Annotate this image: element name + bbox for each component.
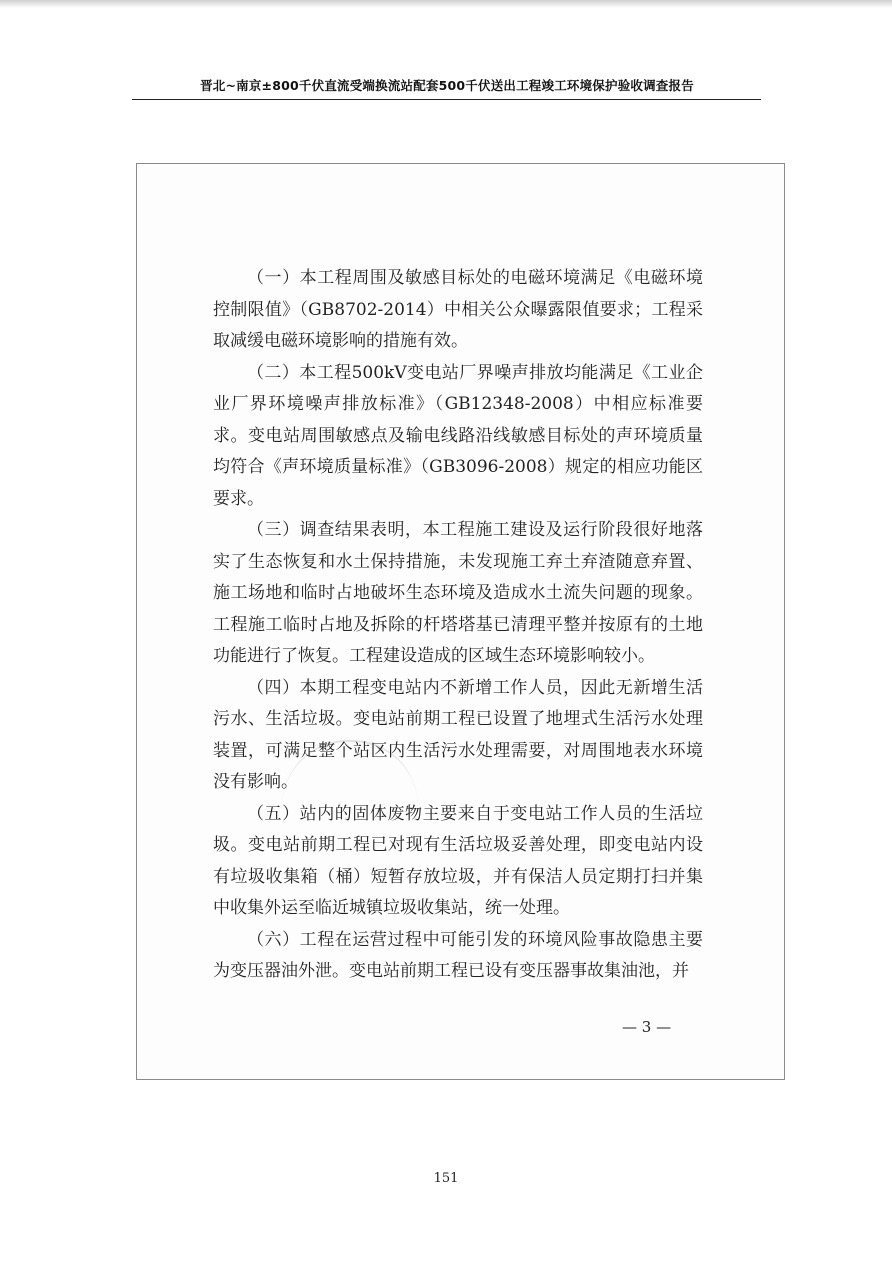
scan-top-edge [0, 0, 892, 8]
footer-page-number: 151 [433, 1171, 459, 1186]
paragraph-4: （四）本期工程变电站内不新增工作人员，因此无新增生活污水、生活垃圾。变电站前期工程已设置了地埋式生活污水处理装置，可满足整个站区内生活污水处理需要，对周围地表水环境没有影响。 [213, 677, 703, 792]
paragraph-6: （六）工程在运营过程中可能引发的环境风险事故隐患主要为变压器油外泄。变电站前期工程已设有变压器事故集油池，并 [213, 929, 703, 981]
report-header-title: 晋北~南京±800千伏直流受端换流站配套500千伏送出工程竣工环境保护验收调查报告 [200, 78, 694, 93]
scanned-body-text [213, 263, 703, 988]
inner-page-number: — 3 — [622, 1018, 672, 1036]
paragraph-2: （二）本工程500kV变电站厂界噪声排放均能满足《工业企业厂界环境噪声排放标准》（GB12348-2008）中相应标准要求。变电站周围敏感点及输电线路沿线敏感目标处的声环境质量均符合《声环境质量标准》（GB3096-2008）规定的相应功能区要求。 [213, 362, 703, 509]
paragraph-3: （三）调查结果表明，本工程施工建设及运行阶段很好地落实了生态恢复和水土保持措施，未发现施工弃土弃渣随意弃置、施工场地和临时占地破坏生态环境及造成水土流失问题的现象。工程施工临时占地及拆除的杆塔塔基已清理平整并按原有的土地功能进行了恢复。工程建设造成的区域生态环境影响较小。 [213, 520, 703, 666]
header-divider [132, 99, 761, 100]
paragraph-1: （一）本工程周围及敏感目标处的电磁环境满足《电磁环境控制限值》（GB8702-2014）中相关公众曝露限值要求；工程采取减缓电磁环境影响的措施有效。 [213, 268, 703, 351]
paragraph-5: （五）站内的固体废物主要来自于变电站工作人员的生活垃圾。变电站前期工程已对现有生活垃圾妥善处理，即变电站内设有垃圾收集箱（桶）短暂存放垃圾，并有保洁人员定期打扫并集中收集外运至临近城镇垃圾收集站，统一处理。 [213, 803, 703, 918]
